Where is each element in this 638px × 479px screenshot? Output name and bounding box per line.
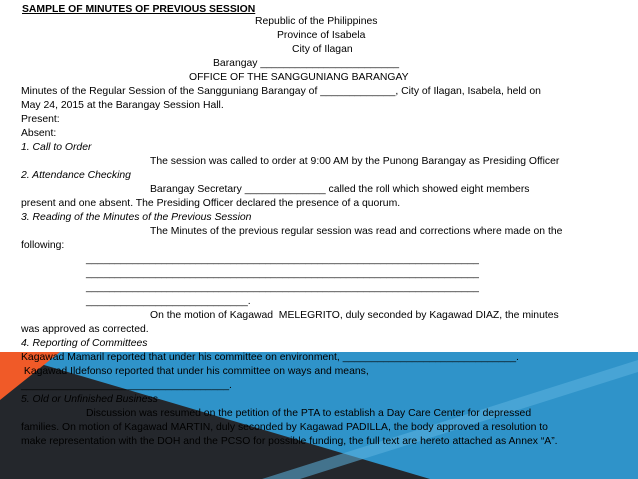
document-title: SAMPLE OF MINUTES OF PREVIOUS SESSION [22,4,256,15]
intro-line-2: May 24, 2015 at the Barangay Session Hall. [21,100,224,111]
section-3-line-1: The Minutes of the previous regular session was read and corrections where made on the [150,226,563,237]
section-1-heading: 1. Call to Order [21,142,92,153]
absent-label: Absent: [21,128,57,139]
section-5-heading: 5. Old or Unfinished Business [21,394,158,405]
intro-line-1: Minutes of the Regular Session of the Sangguniang Barangay of _____________, City of Ilagan, Isabela, held on [21,86,541,97]
header-province: Province of Isabela [277,30,366,41]
header-barangay: Barangay ________________________ [213,58,400,69]
section-5-line-2: families. On motion of Kagawad MARTIN, duly seconded by Kagawad PADILLA, the body approved a resolution to [21,422,548,433]
section-2-line-2: present and one absent. The Presiding Officer declared the presence of a quorum. [21,198,401,209]
section-5-line-1: Discussion was resumed on the petition of the PTA to establish a Day Care Center for depressed [86,408,532,419]
section-3-heading: 3. Reading of the Minutes of the Previous Session [21,212,252,223]
section-3-blank-2: ____________________________________________________________________ [86,268,479,279]
section-4-heading: 4. Reporting of Committees [21,338,148,349]
section-2-line-1: Barangay Secretary ______________ called the roll which showed eight members [150,184,530,195]
header-republic: Republic of the Philippines [255,16,378,27]
section-3-blank-3: ____________________________________________________________________ [86,282,479,293]
present-label: Present: [21,114,60,125]
header-office: OFFICE OF THE SANGGUNIANG BARANGAY [189,72,409,83]
section-4-line-3: ____________________________________. [21,380,232,391]
section-3-motion-1: On the motion of Kagawad MELEGRITO, duly seconded by Kagawad DIAZ, the minutes [150,310,559,321]
section-4-line-2: Kagawad Ildefonso reported that under his committee on ways and means, [21,366,369,377]
section-2-heading: 2. Attendance Checking [21,170,131,181]
section-4-line-1: Kagawad Mamaril reported that under his committee on environment, ______________________________. [21,352,519,363]
section-5-line-3: make representation with the DOH and the PCSO for possible funding, the full text are hereto attached as Annex “A”. [21,436,558,447]
section-1-text: The session was called to order at 9:00 AM by the Punong Barangay as Presiding Officer [150,156,560,167]
section-3-motion-2: was approved as corrected. [21,324,149,335]
section-3-line-2: following: [21,240,65,251]
header-city: City of Ilagan [292,44,353,55]
section-3-blank-1: ____________________________________________________________________ [86,254,479,265]
section-3-blank-4: ____________________________. [86,296,251,307]
